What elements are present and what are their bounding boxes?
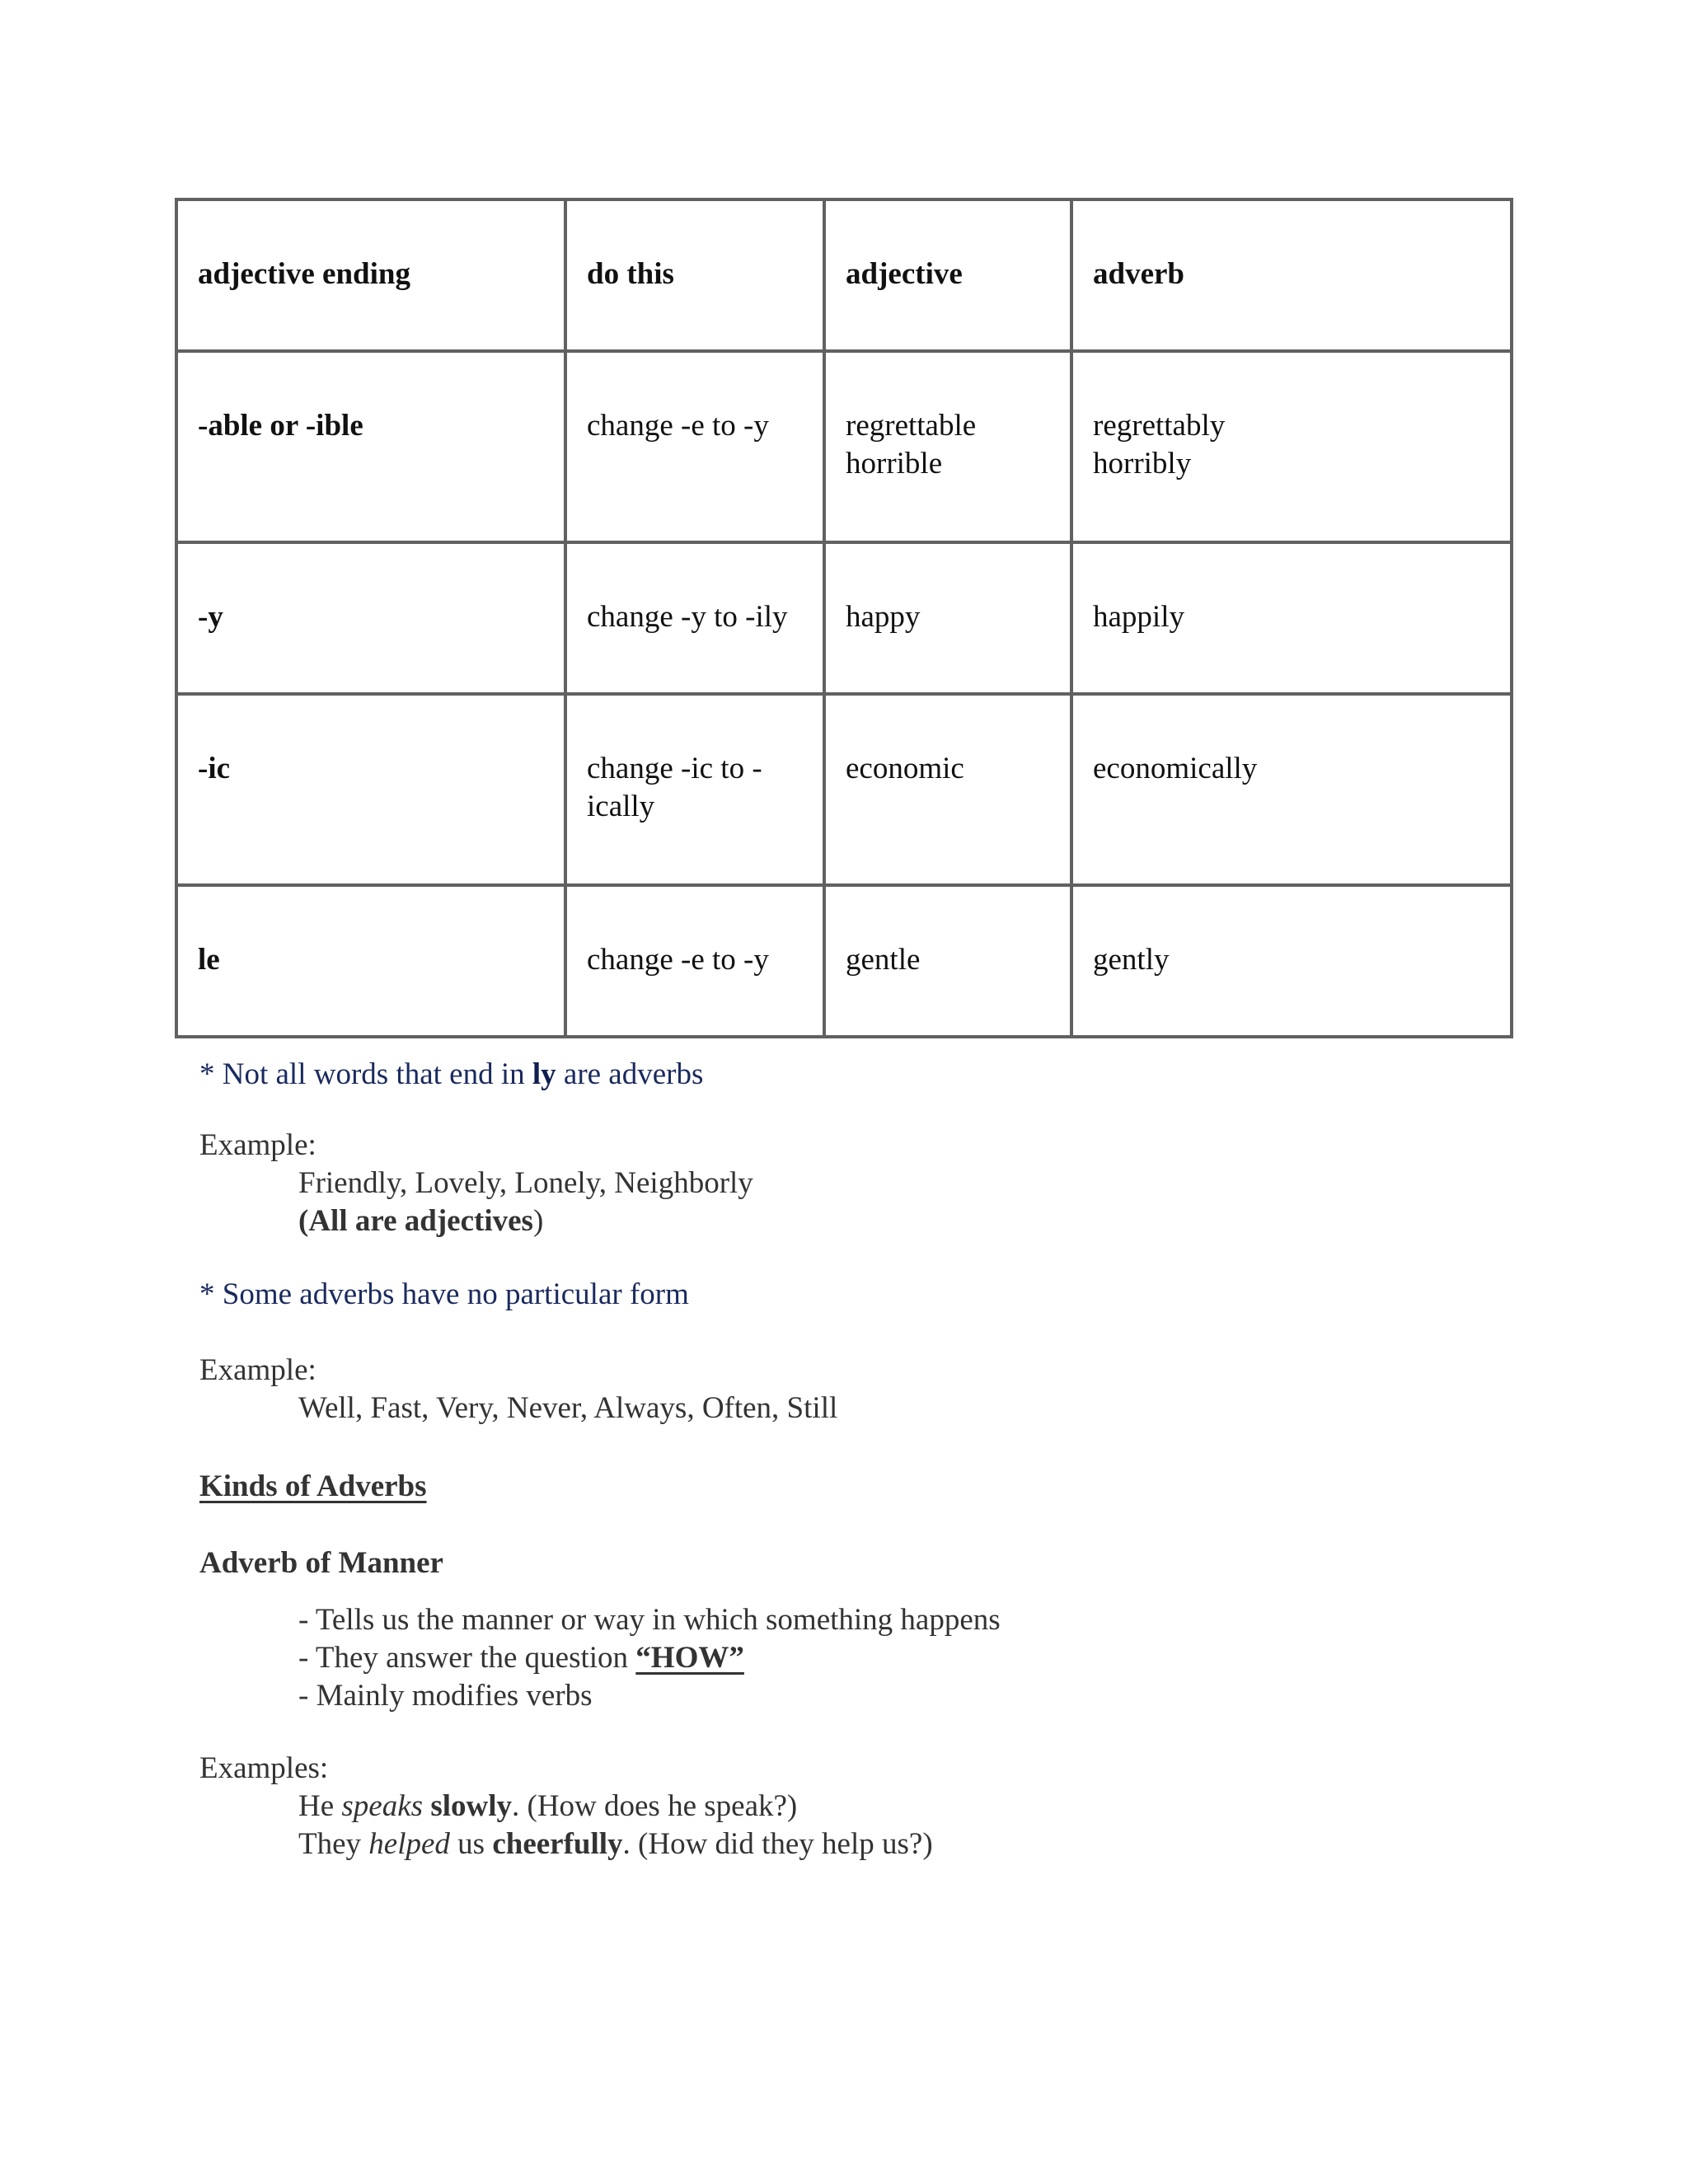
- example-label: Example:: [199, 1128, 316, 1162]
- ending-cell: -able or -ible: [176, 351, 565, 542]
- manner-point: - Mainly modifies verbs: [298, 1679, 593, 1713]
- example-words: Friendly, Lovely, Lonely, Neighborly: [298, 1166, 753, 1200]
- adverb-cell: economically: [1071, 694, 1512, 885]
- sentence-text: [423, 1789, 430, 1823]
- adverb-word: horribly: [1093, 447, 1192, 480]
- header-adjective-ending: adjective ending: [176, 199, 565, 351]
- sentence-text: They: [298, 1827, 369, 1861]
- adjective-cell: [824, 351, 1071, 542]
- adjective-adverb-table: [175, 198, 1513, 1038]
- ending-cell: -y: [176, 542, 565, 694]
- table-row: [176, 542, 1512, 694]
- ending-cell: le: [176, 885, 565, 1037]
- rule-cell: change -y to -ily: [565, 542, 824, 694]
- note-bold: ly: [532, 1057, 556, 1091]
- sentence-text: . (How does he speak?): [512, 1789, 798, 1823]
- how-keyword: “HOW”: [635, 1641, 744, 1675]
- adverb-cell: happily: [1071, 542, 1512, 694]
- manner-point: [298, 1639, 744, 1677]
- ending-cell: -ic: [176, 694, 565, 885]
- manner-point: - Tells us the manner or way in which something happens: [298, 1603, 1001, 1637]
- example-words: Well, Fast, Very, Never, Always, Often, Still: [298, 1391, 838, 1425]
- kinds-heading: Kinds of Adverbs: [199, 1469, 427, 1503]
- adjective-cell: gentle: [824, 885, 1071, 1037]
- sentence-text: us: [449, 1827, 493, 1861]
- adjective-word: regrettable: [846, 409, 977, 443]
- manner-point-text: - They answer the question: [298, 1641, 636, 1675]
- example-bold: All are adjectives: [308, 1204, 533, 1238]
- adjective-cell: economic: [824, 694, 1071, 885]
- paren: (: [298, 1204, 309, 1238]
- table-row: [176, 694, 1512, 885]
- note-ly-words: [199, 1056, 703, 1094]
- table-row: [176, 351, 1512, 542]
- adverb-cell: gently: [1071, 885, 1512, 1037]
- rule-cell: change -e to -y: [565, 351, 824, 542]
- rule-cell: change -e to -y: [565, 885, 824, 1037]
- note-text: * Not all words that end in: [199, 1057, 532, 1091]
- example-sentence: [298, 1788, 797, 1825]
- sentence-verb: speaks: [341, 1789, 424, 1823]
- adjective-word: horrible: [846, 447, 943, 480]
- sentence-text: . (How did they help us?): [622, 1827, 933, 1861]
- manner-heading: Adverb of Manner: [199, 1546, 443, 1580]
- adverb-cell: [1071, 351, 1512, 542]
- table-header-row: [176, 199, 1512, 351]
- header-adjective: adjective: [824, 199, 1071, 351]
- header-adverb: adverb: [1071, 199, 1512, 351]
- example-sentence: [298, 1825, 933, 1863]
- sentence-verb: helped: [368, 1827, 450, 1861]
- sentence-text: He: [298, 1789, 342, 1823]
- example-label: Example:: [199, 1353, 316, 1387]
- adjective-cell: happy: [824, 542, 1071, 694]
- sentence-adverb: slowly: [430, 1789, 512, 1823]
- note-text: are adverbs: [556, 1057, 704, 1091]
- paren: ): [532, 1204, 544, 1238]
- example-note: [298, 1202, 543, 1240]
- rule-line: ically: [587, 790, 655, 823]
- sentence-adverb: cheerfully: [492, 1827, 623, 1861]
- adverb-word: regrettably: [1093, 409, 1226, 443]
- note-no-form: * Some adverbs have no particular form: [199, 1277, 689, 1311]
- examples-label: Examples:: [199, 1751, 329, 1785]
- header-do-this: do this: [565, 199, 824, 351]
- table-row: [176, 885, 1512, 1037]
- rule-line: change -ic to -: [587, 752, 762, 785]
- rule-cell: [565, 694, 824, 885]
